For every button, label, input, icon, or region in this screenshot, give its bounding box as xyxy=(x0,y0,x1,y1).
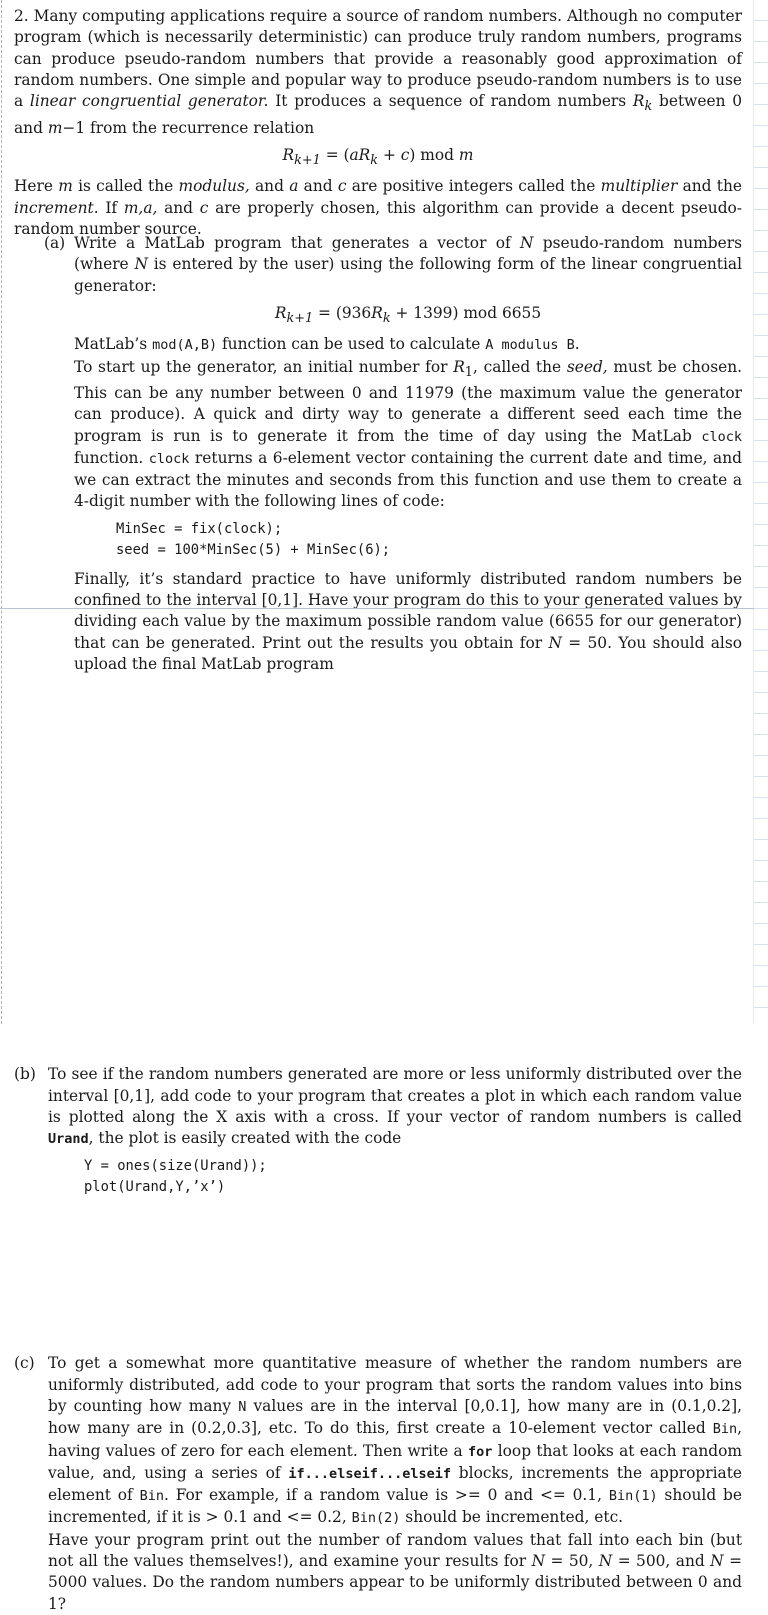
part-c-followup: Have your program print out the number of random values that fall into each bin (but not all the values themselves!), and examine your results for N = 50, N = 500, and N = 5000 values. Do the random numbers appear to be uniformly distributed between 0 and 1? xyxy=(48,1530,742,1613)
part-c-label: (c) xyxy=(14,1354,35,1373)
section-divider xyxy=(0,608,754,609)
intro-definitions: Here m is called the modulus, and a and c are positive integers called the multiplier and the increment. If m,a, and c are properly chosen, this algorithm can provide a decent pseudo-random number source. xyxy=(14,177,743,238)
part-a-label: (a) xyxy=(44,234,66,252)
code-line: plot(Urand,Y,’x’) xyxy=(84,1179,226,1196)
part-b-label: (b) xyxy=(14,1065,36,1084)
part-b xyxy=(14,1064,742,1198)
right-margin-ruler xyxy=(753,0,768,1024)
seed-code-block xyxy=(116,519,742,561)
part-c xyxy=(14,1353,742,1615)
code-line: MinSec = fix(clock); xyxy=(116,520,283,537)
part-a-equation: $R_{k+1} = (936R_k + 1399)$ mod 6655 xyxy=(274,303,542,326)
code-line: seed = 100*MinSec(5) + MinSec(6); xyxy=(116,541,391,558)
recurrence-equation: $R_{k+1} = (aR_k + c)$ mod m xyxy=(282,145,474,168)
problem-intro xyxy=(14,6,742,240)
part-c-paragraph: To get a somewhat more quantitative measure of whether the random numbers are uniformly distributed, add code to your program that sorts the random values into bins by counting how many N values are in the interval [0,0.1], how many are in (0.1,0.2], how many are in (0.2,0.3], etc. To do this, first create a 10-element vector called Bin, having values of zero for each element. Then write a for loop that looks at each random value, and, using a series of if...elseif...elseif blocks, increments the appropriate element of Bin. For example, if a random value is >= 0 and <= 0.1, Bin(1) should be incremented, if it is > 0.1 and <= 0.2, Bin(2) should be incremented, etc. xyxy=(48,1354,742,1527)
problem-number: 2. xyxy=(14,7,29,25)
part-a-seed-paragraph: To start up the generator, an initial number for $R_1$, called the seed, must be chosen. This can be any number between 0 and 11979 (the maximum value the generator can produce). A quick and dirty way to generate a different seed each time the program is run is to generate it from the time of day using the MatLab clock function. clock returns a 6-element vector containing the current date and time, and we can extract the minutes and seconds from this function and use them to create a 4-digit number with the following lines of code: xyxy=(74,357,743,511)
part-a-mod-note: MatLab’s mod(A,B) function can be used to calculate A modulus B. xyxy=(74,335,580,354)
part-a-intro: Write a MatLab program that generates a vector of N pseudo-random numbers (where N is entered by the user) using the following form of the linear congruential generator: xyxy=(74,234,743,295)
part-b-paragraph: To see if the random numbers generated are more or less uniformly distributed over the interval [0,1], add code to your program that creates a plot in which each random value is plotted along the X axis with a cross. If your vector of random numbers is called Urand, the plot is easily created with the code xyxy=(48,1065,742,1148)
left-guide-line xyxy=(1,0,2,1024)
part-a-final-paragraph: Finally, it’s standard practice to have uniformly distributed random numbers be confined to the interval [0,1]. Have your program do this to your generated values by dividing each value by the maximum possible random value (6655 for our generator) that can be generated. Print out the results you obtain for N = 50. You should also upload the final MatLab program xyxy=(74,569,743,673)
intro-paragraph: 2. Many computing applications require a source of random numbers. Although no computer program (which is necessarily deterministic) can produce truly random numbers, programs can produce pseudo-random numbers that provide a reasonably good approximation of random numbers. One simple and popular way to produce pseudo-random numbers is to use a linear congruential generator. It produces a sequence of random numbers $R_k$ between 0 and m−1 from the recurrence relation xyxy=(14,7,743,137)
code-line: Y = ones(size(Urand)); xyxy=(84,1158,267,1175)
plot-code-block xyxy=(84,1156,742,1198)
